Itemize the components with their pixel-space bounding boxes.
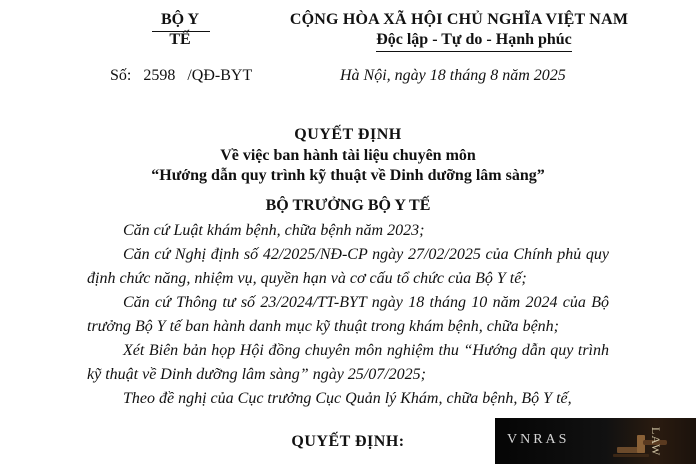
brand-watermark	[495, 418, 696, 464]
agency-name	[150, 10, 210, 50]
decision-heading: QUYẾT ĐỊNH:	[291, 433, 405, 450]
agency-underline	[152, 31, 210, 32]
document-number-label: Số:	[110, 67, 132, 84]
legal-basis-paragraph-4: Xét Biên bản họp Hội đồng chuyên môn nghiệm thu “Hướng dẫn quy trình kỹ thuật về Dinh dưỡng lâm sàng” ngày 25/07/2025;	[87, 342, 609, 383]
national-motto: Độc lập - Tự do - Hạnh phúc	[376, 30, 572, 52]
document-title: QUYẾT ĐỊNH	[294, 126, 402, 143]
agency-name-text: BỘ Y TẾ	[160, 11, 200, 48]
document-number	[110, 66, 252, 86]
national-title: CỘNG HÒA XÃ HỘI CHỦ NGHĨA VIỆT NAM	[289, 11, 629, 28]
document-subject: “Hướng dẫn quy trình kỹ thuật về Dinh dưỡng lâm sàng”	[151, 167, 545, 184]
minister-title: BỘ TRƯỞNG BỘ Y TẾ	[265, 197, 431, 214]
national-header	[286, 10, 632, 52]
legal-basis-text	[87, 219, 609, 411]
legal-basis-paragraph-2: Căn cứ Nghị định số 42/2025/NĐ-CP ngày 27/02/2025 của Chính phủ quy định chức năng, nhiệm vụ, quyền hạn và cơ cấu tổ chức của Bộ Y tế;	[87, 246, 609, 287]
legal-basis-paragraph-1: Căn cứ Luật khám bệnh, chữa bệnh năm 2023;	[123, 222, 425, 239]
document-subtitle: Về việc ban hành tài liệu chuyên môn	[220, 147, 476, 164]
document-number-value: 2598	[143, 67, 176, 84]
legal-basis-paragraph-3: Căn cứ Thông tư số 23/2024/TT-BYT ngày 18 tháng 10 năm 2024 của Bộ trưởng Bộ Y tế ban hành danh mục kỹ thuật trong khám bệnh, chữa bệnh;	[87, 294, 609, 335]
legal-basis-paragraph-5: Theo đề nghị của Cục trưởng Cục Quản lý Khám, chữa bệnh, Bộ Y tế,	[123, 390, 572, 407]
brand-watermark-text: VNRAS	[507, 432, 570, 447]
document-number-suffix: /QĐ-BYT	[187, 67, 253, 84]
watermark-law-text: LAW	[649, 427, 663, 457]
issue-date: Hà Nội, ngày 18 tháng 8 năm 2025	[340, 67, 566, 84]
document-title-block	[0, 125, 696, 186]
